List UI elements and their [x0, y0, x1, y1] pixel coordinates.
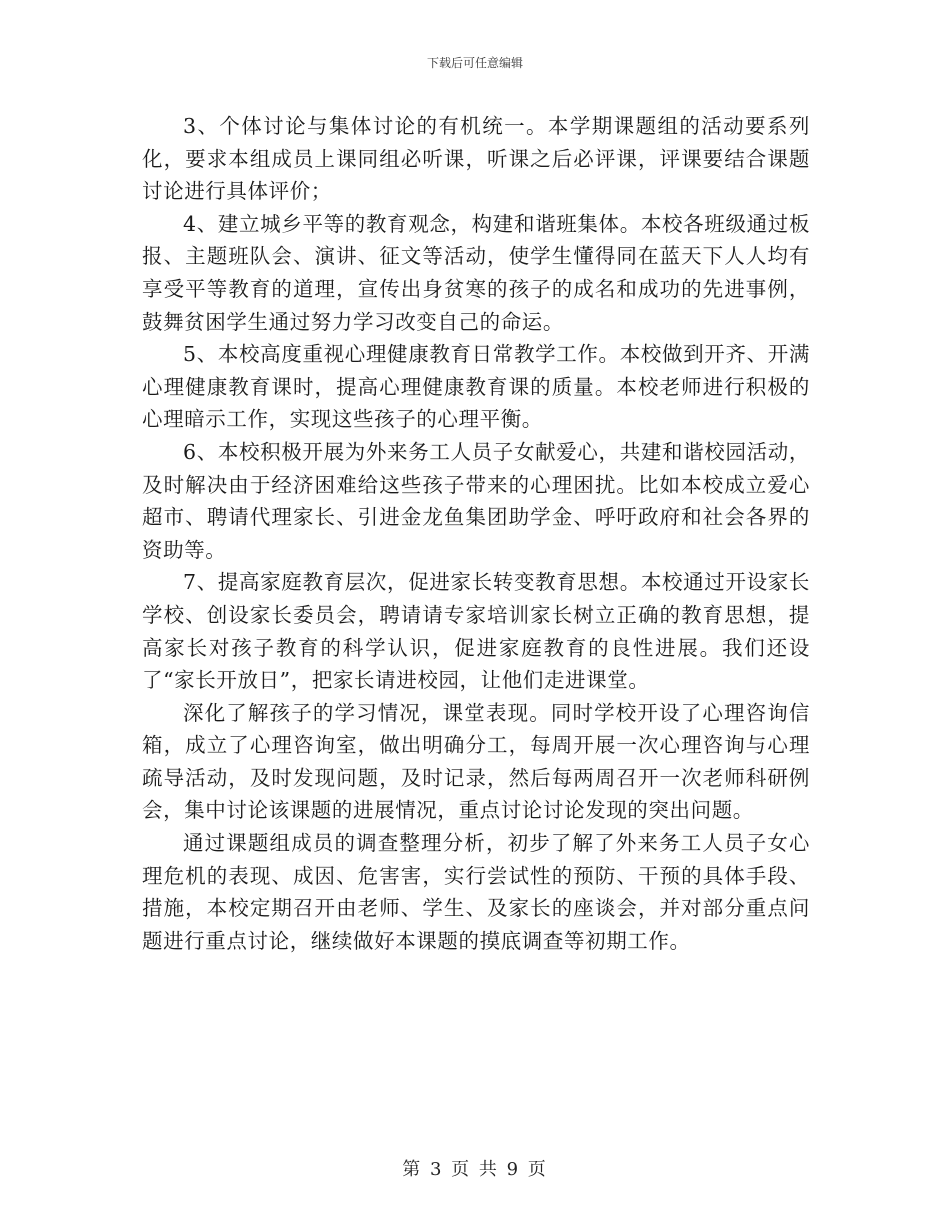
paragraph-item-7: 7、提高家庭教育层次，促进家长转变教育思想。本校通过开设家长学校、创设家长委员会，聘请请专家培训家长树立正确的教育思想，提高家长对孩子教育的科学认识，促进家庭教育的良性进展。我们还设了“家长开放日”，把家长请进校园，让他们走进课堂。: [142, 570, 810, 693]
paragraph-survey-summary: 通过课题组成员的调查整理分析，初步了解了外来务工人员子女心理危机的表现、成因、危害害，实行尝试性的预防、干预的具体手段、措施，本校定期召开由老师、学生、及家长的座谈会，并对部分重点问题进行重点讨论，继续做好本课题的摸底调查等初期工作。: [142, 831, 810, 953]
paragraph-understanding: 深化了解孩子的学习情况，课堂表现。同时学校开设了心理咨询信箱，成立了心理咨询室，做出明确分工，每周开展一次心理咨询与心理疏导活动，及时发现问题，及时记录，然后每两周召开一次老师科研例会，集中讨论该课题的进展情况，重点讨论讨论发现的突出问题。: [142, 700, 810, 823]
paragraph-item-5: 5、本校高度重视心理健康教育日常教学工作。本校做到开齐、开满心理健康教育课时，提高心理健康教育课的质量。本校老师进行积极的心理暗示工作，实现这些孩子的心理平衡。: [142, 342, 810, 432]
page-header: 下载后可任意编辑: [426, 56, 523, 70]
document-body: [142, 110, 810, 957]
paragraph-item-6: 6、本校积极开展为外来务工人员子女献爱心，共建和谐校园活动，及时解决由于经济困难给这些孩子带来的心理困扰。比如本校成立爱心超市、聘请代理家长、引进金龙鱼集团助学金、呼吁政府和社会各界的资助等。: [142, 439, 810, 562]
paragraph-item-4: 4、建立城乡平等的教育观念，构建和谐班集体。本校各班级通过板报、主题班队会、演讲、征文等活动，使学生懂得同在蓝天下人人均有享受平等教育的道理，宣传出身贫寒的孩子的成名和成功的先进事例，鼓舞贫困学生通过努力学习改变自己的命运。: [142, 211, 810, 334]
paragraph-item-3: 3、个体讨论与集体讨论的有机统一。本学期课题组的活动要系列化，要求本组成员上课同组必听课，听课之后必评课，评课要结合课题讨论进行具体评价；: [142, 114, 810, 204]
page-number: 第 3 页 共 9 页: [402, 1159, 548, 1180]
